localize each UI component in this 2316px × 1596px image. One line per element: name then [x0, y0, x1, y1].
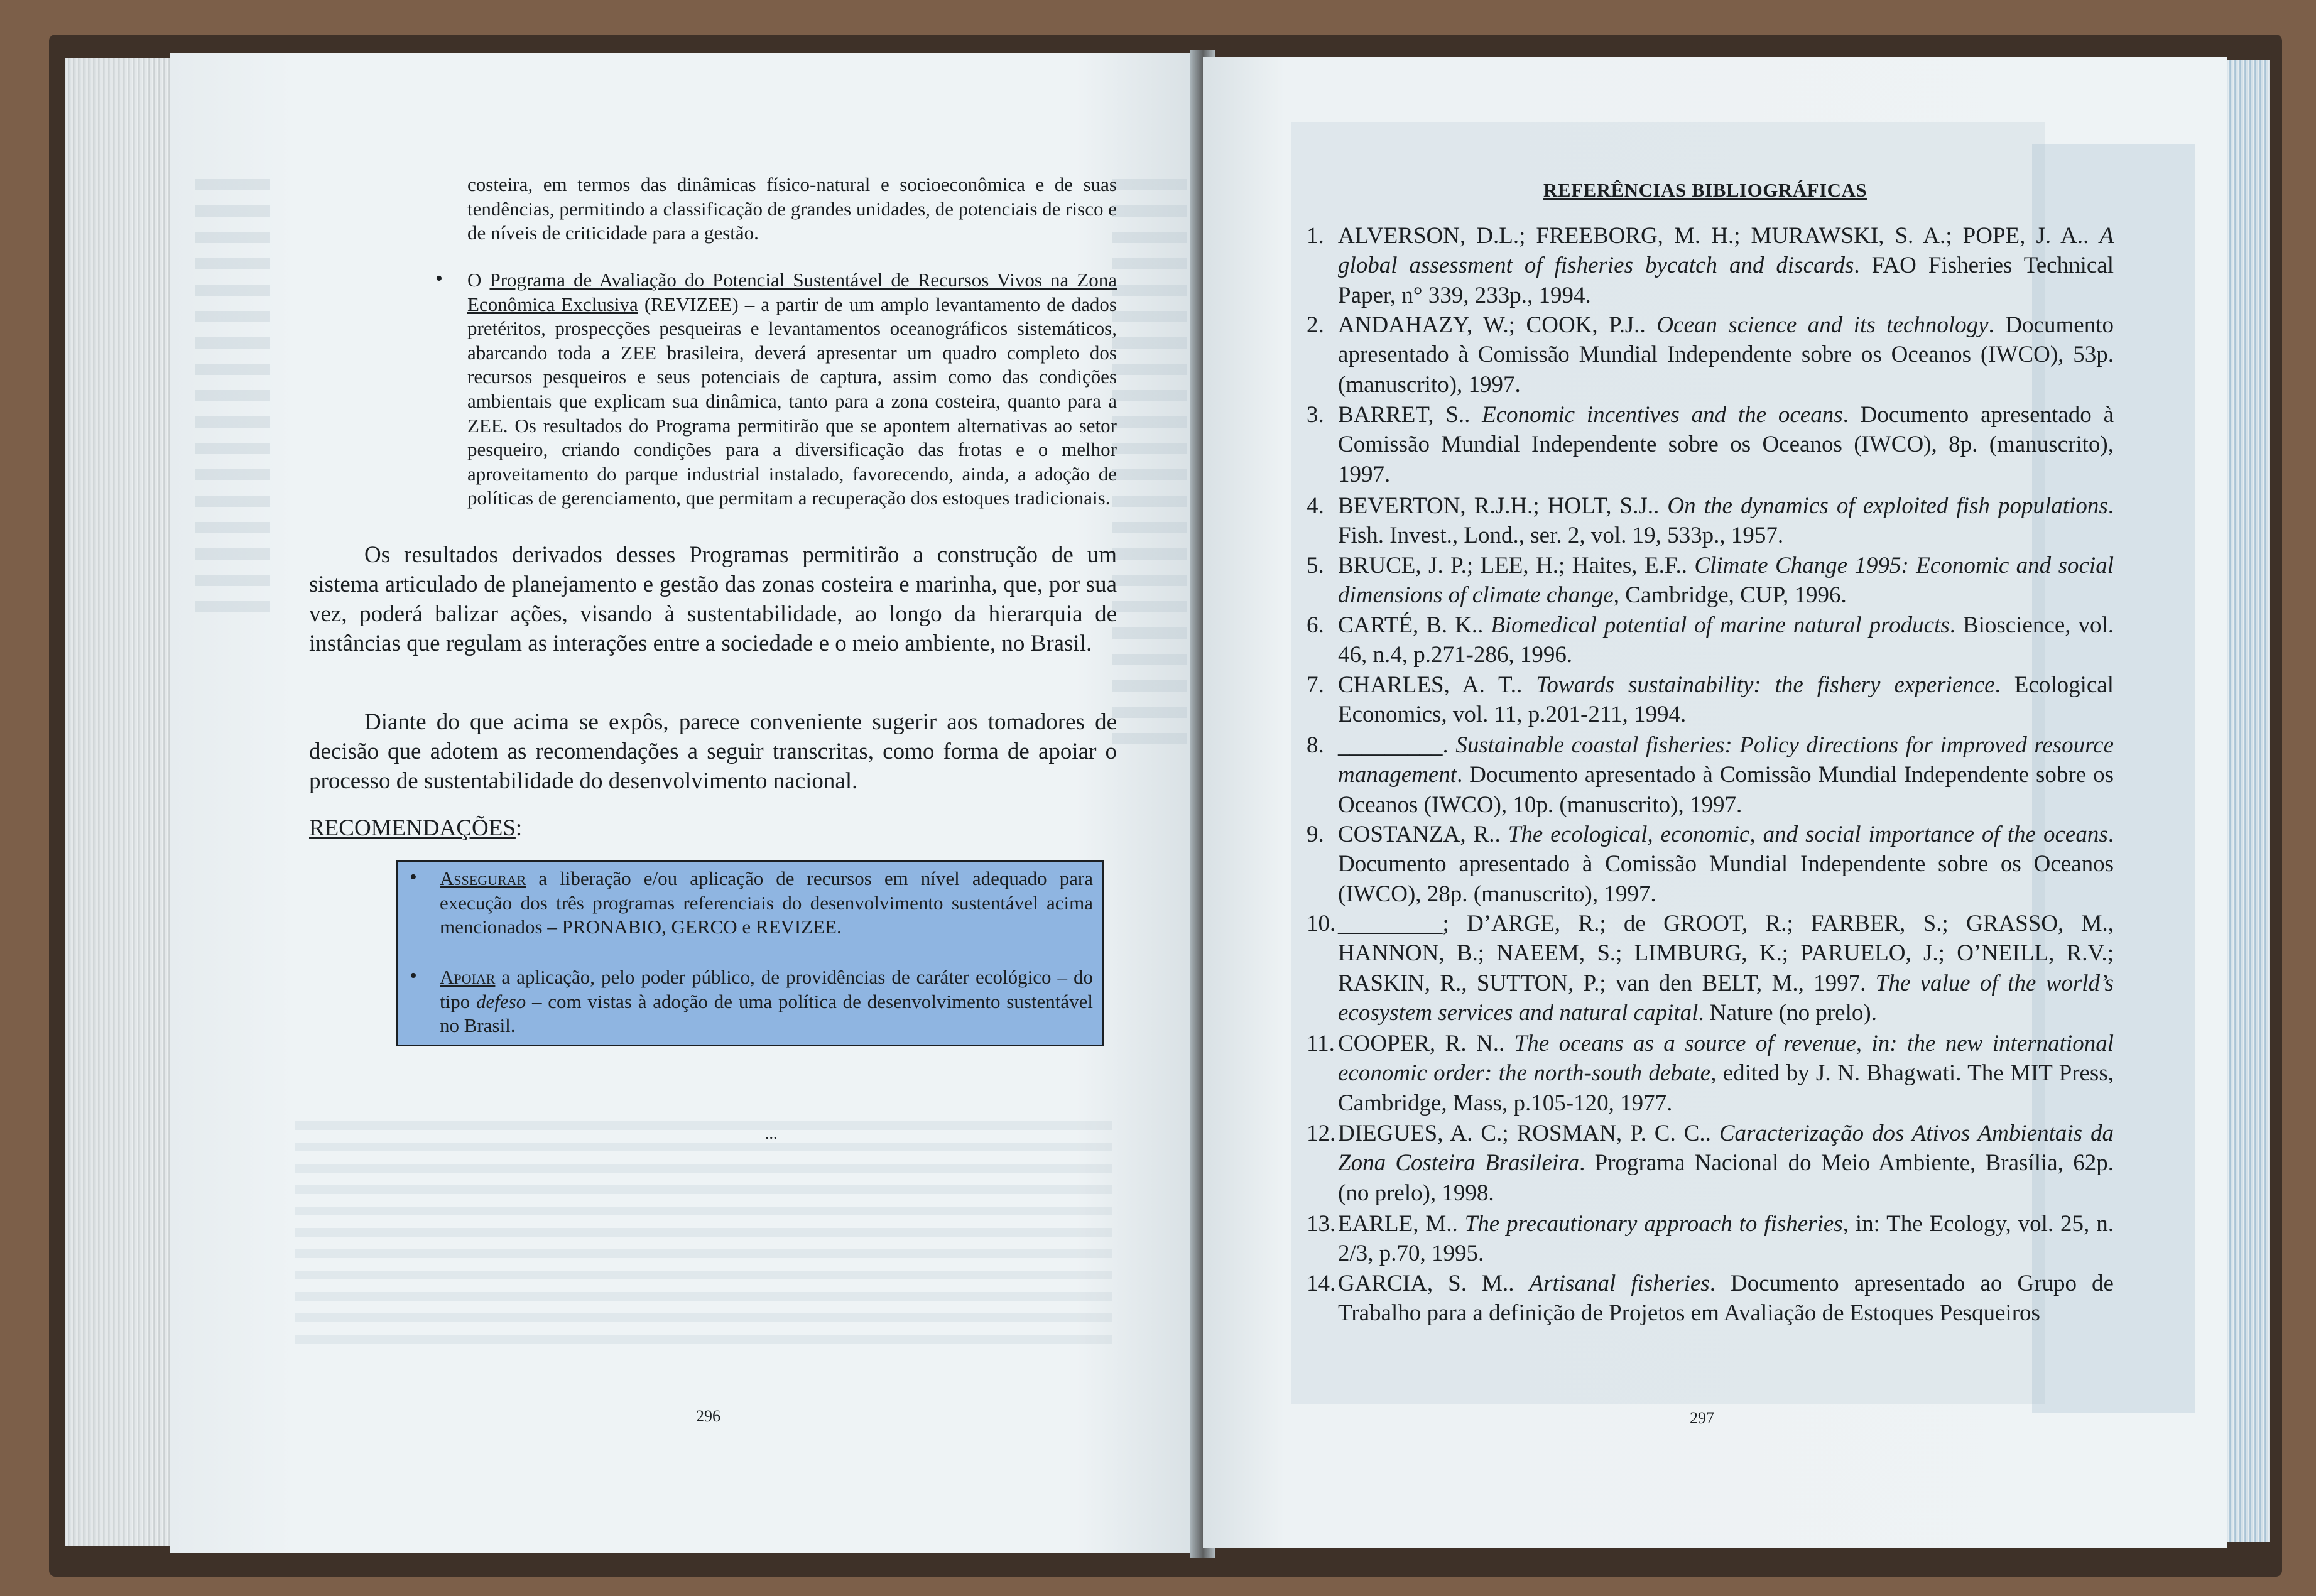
ref-details: . Fish. Invest., Lond., ser. 2, vol. 19, 533p., 1957.: [1338, 493, 2114, 549]
recommendation-assegurar: [440, 867, 1093, 940]
reference-item: [1338, 670, 2114, 730]
paragraph-results: Os resultados derivados desses Programas permitirão a construção de um sistema articulado de planejamento e gestão das zonas costeira e marinha, que, por sua vez, poderá balizar ações, visando à sustentabilidade, ao longo da hierarquia de instâncias que regulam as interações entre a sociedade e o meio ambiente, no Brasil.: [309, 542, 1117, 656]
reference-item: [1338, 611, 2114, 670]
ref-authors: _________; D’ARGE, R.; de GROOT, R.; FARBER, S.; GRASSO, M., HANNON, B.; NAEEM, S.; LIMBURG, K.; PARUELO, J.; O’NEILL, R.V.; RASKIN, R., SUTTON, P.; van den BELT, M., 1997.: [1338, 911, 2114, 996]
recommendations-heading: [309, 813, 522, 843]
show-through-left: [195, 179, 270, 619]
ref-title: Caracterização dos Ativos Ambientais da Zona Costeira Brasileira: [1338, 1121, 2114, 1176]
ref-details: . Nature (no prelo).: [1698, 999, 1877, 1026]
show-through-right: [1112, 179, 1187, 744]
reference-number: 14.: [1307, 1271, 1336, 1296]
reference-item: [1338, 820, 2114, 909]
bullet-dot: •: [410, 964, 417, 987]
ref-title: Sustainable coastal fisheries: Policy directions for improved resource management: [1338, 732, 2114, 788]
bullet-dot: •: [410, 866, 417, 889]
ref-authors: BRUCE, J. P.; LEE, H.; Haites, E.F..: [1338, 553, 1695, 578]
page-number-left: 296: [696, 1407, 720, 1425]
ref-details: . FAO Fisheries Technical Paper, n° 339, 233p., 1994.: [1338, 252, 2114, 308]
ref-details: , in: The Ecology, vol. 25, n. 2/3, p.70, 1995.: [1338, 1211, 2114, 1267]
reference-number: 13.: [1307, 1211, 1336, 1237]
ref-details: . Documento apresentado ao Grupo de Trabalho para a definição de Projetos em Avaliação de Estoques Pesqueiros: [1338, 1271, 2114, 1327]
ref-authors: CHARLES, A. T..: [1338, 672, 1536, 698]
ref-authors: _________.: [1338, 732, 1456, 758]
ref-title: A global assessment of fisheries bycatch and discards: [1338, 223, 2114, 279]
ref-details: . Ecological Economics, vol. 11, p.201-211, 1994.: [1338, 672, 2114, 728]
program-name: Programa de Avaliação do Potencial Sustentável de Recursos Vivos na Zona Econômica Exclusiva: [467, 269, 1117, 315]
ref-details: , Cambridge, CUP, 1996.: [1613, 582, 1847, 609]
reference-item: [1338, 491, 2114, 551]
ref-details: . Documento apresentado à Comissão Mundial Independente sobre os Oceanos (IWCO), 28p. (manuscrito), 1997.: [1338, 822, 2114, 907]
reference-item: [1338, 551, 2114, 611]
reference-number: 4.: [1307, 493, 1324, 519]
references-title: REFERÊNCIAS BIBLIOGRÁFICAS: [1543, 179, 1867, 201]
recommendation-text: a aplicação, pelo poder público, de providências de caráter ecológico – do tipo: [440, 966, 1093, 1012]
recommendation-text: a liberação e/ou aplicação de recursos em nível adequado para execução dos três programas referenciais do desenvolvimento sustentável acima mencionados – PRONABIO, GERCO e REVIZEE.: [440, 867, 1093, 938]
ref-authors: ANDAHAZY, W.; COOK, P.J..: [1338, 312, 1657, 338]
ref-title: The oceans as a source of revenue, in: the new international economic order: the north-south debate: [1338, 1031, 2114, 1087]
ref-authors: GARCIA, S. M..: [1338, 1271, 1530, 1296]
ref-title: Ocean science and its technology: [1656, 312, 1989, 338]
recommendation-italic: defeso: [476, 990, 526, 1012]
ref-authors: COSTANZA, R..: [1338, 822, 1508, 847]
reference-item: [1338, 1209, 2114, 1269]
ref-title: Biomedical potential of marine natural products: [1491, 612, 1950, 638]
reference-item: [1338, 1029, 2114, 1118]
revizee-bullet: [467, 268, 1117, 511]
intro-paragraph: costeira, em termos das dinâmicas físico-natural e socioeconômica e de suas tendências, permitindo a classificação de grandes unidades, de potenciais de risco e de níveis de criticidade para a gestão.: [467, 173, 1117, 244]
reference-number: 8.: [1307, 732, 1324, 758]
recommendations-heading-text: RECOMENDAÇÕES: [309, 815, 516, 841]
ref-details: . Bioscience, vol. 46, n.4, p.271-286, 1996.: [1338, 612, 2114, 668]
ref-authors: BARRET, S..: [1338, 402, 1482, 428]
bullet-dot: •: [435, 267, 443, 290]
paragraph-recommendation-intro: Diante do que acima se expôs, parece conveniente sugerir aos tomadores de decisão que adotem as recomendações a seguir transcritas, como forma de apoiar o processo de sustentabilidade do desenvolvimento nacional.: [309, 709, 1117, 794]
reference-number: 11.: [1307, 1031, 1335, 1056]
reference-number: 3.: [1307, 402, 1324, 428]
ref-details: , edited by J. N. Bhagwati. The MIT Press, Cambridge, Mass, p.105-120, 1977.: [1338, 1060, 2114, 1116]
separator-dots: ...: [765, 1124, 778, 1143]
ref-details: . Documento apresentado à Comissão Mundial Independente sobre os Oceanos (IWCO), 8p. (manuscrito), 1997.: [1338, 402, 2114, 487]
ref-title: The ecological, economic, and social importance of the oceans: [1508, 822, 2108, 847]
recommendations-colon: :: [515, 815, 523, 841]
ref-details: . Programa Nacional do Meio Ambiente, Brasília, 62p. (no prelo), 1998.: [1338, 1150, 2114, 1206]
left-page-edges: [65, 58, 172, 1546]
ref-title: The precautionary approach to fisheries: [1464, 1211, 1843, 1237]
recommendation-apoiar: [440, 965, 1093, 1038]
reference-item: [1338, 730, 2114, 820]
reference-number: 10.: [1307, 911, 1336, 936]
ref-authors: BEVERTON, R.J.H.; HOLT, S.J..: [1338, 493, 1668, 519]
ref-details: . Documento apresentado à Comissão Mundial Independente sobre os Oceanos (IWCO), 10p. (manuscrito), 1997.: [1338, 762, 2114, 818]
ref-authors: COOPER, R. N..: [1338, 1031, 1514, 1056]
reference-number: 9.: [1307, 822, 1324, 847]
reference-item: [1338, 400, 2114, 489]
bullet-prefix: O: [467, 269, 490, 291]
reference-number: 2.: [1307, 312, 1324, 338]
ref-details: . Documento apresentado à Comissão Mundial Independente sobre os Oceanos (IWCO), 53p. (manuscrito), 1997.: [1338, 312, 2114, 398]
ref-title: The value of the world’s ecosystem services and natural capital: [1338, 970, 2114, 1026]
reference-item: [1338, 1119, 2114, 1208]
reference-item: [1338, 909, 2114, 1028]
ref-title: Towards sustainability: the fishery experience: [1536, 672, 1995, 698]
verb-assegurar: Assegurar: [440, 867, 526, 889]
intro-text: [467, 173, 1117, 246]
reference-number: 1.: [1307, 223, 1324, 249]
ref-authors: ALVERSON, D.L.; FREEBORG, M. H.; MURAWSKI, S. A.; POPE, J. A..: [1338, 223, 2100, 249]
verb-apoiar: Apoiar: [440, 966, 496, 988]
ref-authors: EARLE, M..: [1338, 1211, 1465, 1237]
page-number-right: 297: [1690, 1409, 1714, 1427]
ref-authors: DIEGUES, A. C.; ROSMAN, P. C. C..: [1338, 1121, 1719, 1146]
recommendation-text: – com vistas à adoção de uma política de desenvolvimento sustentável no Brasil.: [440, 990, 1094, 1036]
reference-number: 12.: [1307, 1121, 1336, 1146]
reference-number: 5.: [1307, 553, 1324, 578]
ref-title: Artisanal fisheries: [1529, 1271, 1710, 1296]
ref-title: Climate Change 1995: Economic and social dimensions of climate change: [1338, 553, 2114, 609]
reference-item: [1338, 1269, 2114, 1328]
right-page-edges: [2227, 60, 2270, 1542]
reference-item: [1338, 310, 2114, 399]
ref-title: Economic incentives and the oceans: [1482, 402, 1843, 428]
bullet-text: (REVIZEE) – a partir de um amplo levantamento de dados pretéritos, prospecções pesqueiras e levantamentos oceanográficos sistemáticos, abarcando toda a ZEE brasileira, deverá apresentar um quadro completo dos recursos pesqueiros e seus potenciais de captura, assim como das condições ambientais que explicam sua dinâmica, tanto para a zona costeira, quanto para a ZEE. Os resultados do Programa permitirão que se apontem alternativas ao setor pesqueiro, criando condições para a diversificação das frotas e o melhor aproveitamento do parque industrial instalado, favorecendo, ainda, a adoção de políticas de gerenciamento, que permitam a recuperação dos estoques tradicionais.: [467, 293, 1117, 509]
ref-title: On the dynamics of exploited fish populations: [1667, 493, 2108, 519]
ref-authors: CARTÉ, B. K..: [1338, 612, 1491, 638]
reference-number: 6.: [1307, 612, 1324, 638]
show-through-bottom: [295, 1121, 1112, 1347]
reference-number: 7.: [1307, 672, 1324, 698]
reference-item: [1338, 221, 2114, 310]
